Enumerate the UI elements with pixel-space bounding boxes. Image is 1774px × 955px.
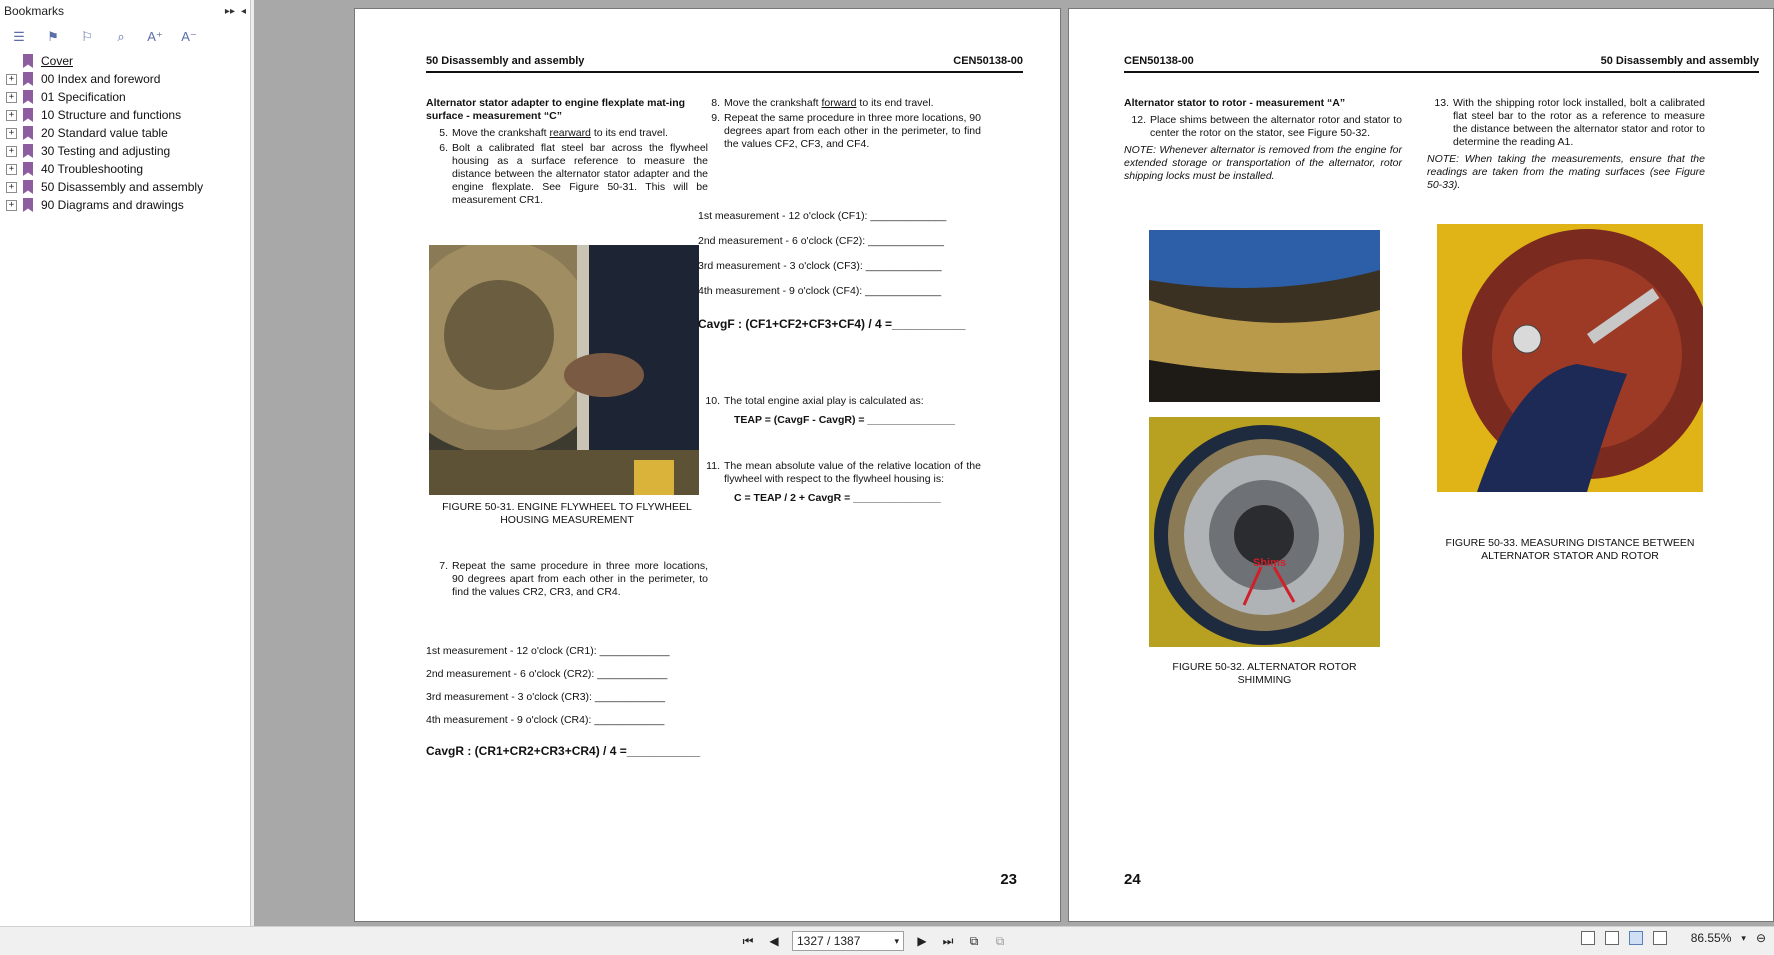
figure-50-33-photo (1437, 224, 1703, 492)
status-bar (0, 926, 1774, 955)
note-shipping-locks: NOTE: Whenever alternator is removed from the engine for extended storage or transportation of the alternator, rotor shipping locks must be installed. (1124, 144, 1402, 182)
bookmark-item[interactable] (6, 70, 250, 88)
section-title: Alternator stator to rotor - measurement “A” (1124, 97, 1346, 109)
expand-toggle-icon[interactable]: + (6, 182, 17, 193)
tree-spacer (6, 56, 17, 67)
chevron-down-icon[interactable]: ▾ (894, 935, 899, 946)
expand-toggle-icon[interactable]: + (6, 110, 17, 121)
bookmarks-panel (0, 0, 251, 926)
page-23 (354, 8, 1061, 922)
zoom-out-icon[interactable]: ⊖ (1755, 931, 1766, 945)
step-7-block (426, 560, 708, 601)
expand-panel-icon[interactable]: ▸▸ (224, 5, 235, 17)
bookmark-label[interactable]: 50 Disassembly and assembly (41, 180, 204, 194)
previous-page-icon[interactable]: ◀ (769, 934, 779, 948)
step-12: 12. Place shims between the alternator rotor and stator to center the rotor on the stator, see Figure 50-32. (1131, 114, 1402, 139)
bookmark-label[interactable]: 40 Troubleshooting (41, 162, 144, 176)
step-10: 10. The total engine axial play is calculated as: (705, 395, 924, 407)
font-decrease-icon[interactable]: A⁻ (181, 29, 197, 44)
bookmark-add-icon[interactable]: ⚐ (81, 29, 93, 44)
bookmark-label[interactable]: 10 Structure and functions (41, 108, 182, 122)
measurement-r2: 2nd measurement - 6 o'clock (CR2): ____________ (426, 668, 668, 680)
bookmark-item[interactable] (6, 178, 250, 196)
c-formula: C = TEAP / 2 + CavgR = _______________ (734, 492, 941, 504)
left-column (426, 97, 708, 209)
step-9: 9. Repeat the same procedure in three more locations, 90 degrees apart from each other in the perimeter, to find the values CF2, CF3, and CF4. (711, 112, 981, 150)
formula-cavgf: CavgF : (CF1+CF2+CF3+CF4) / 4 =___________ (698, 317, 966, 331)
measurement-f1: 1st measurement - 12 o'clock (CF1): _____________ (698, 210, 947, 222)
figure-50-32-bottom-photo (1149, 417, 1380, 647)
bookmarks-toolbar (0, 22, 250, 52)
last-page-icon[interactable]: ⏭ (942, 933, 954, 948)
expand-toggle-icon[interactable]: + (6, 164, 17, 175)
bookmark-label[interactable]: 90 Diagrams and drawings (41, 198, 184, 212)
bookmark-item[interactable] (6, 88, 250, 106)
measurement-f3: 3rd measurement - 3 o'clock (CF3): _____________ (698, 260, 942, 272)
right-column (1427, 97, 1705, 196)
bookmark-label[interactable]: Cover (41, 54, 74, 68)
zoom-level[interactable]: 86.55% (1690, 931, 1732, 945)
measurements-r (426, 645, 708, 758)
bookmark-icon (23, 90, 33, 104)
list-options-icon[interactable]: ☰ (13, 29, 25, 44)
left-column (1124, 97, 1402, 187)
bookmark-item[interactable] (6, 124, 250, 142)
bookmark-find-icon[interactable]: ⌕ (117, 29, 125, 44)
font-increase-icon[interactable]: A⁺ (147, 29, 163, 44)
note-mating-surfaces: NOTE: When taking the measurements, ensure that the readings are taken from the mating surfaces (see Figure 50-33). (1427, 153, 1705, 191)
step-11: 11. The mean absolute value of the relative location of the flywheel with respect to the flywheel housing is: (706, 460, 981, 485)
bookmark-label[interactable]: 00 Index and foreword (41, 72, 161, 86)
bookmarks-title: Bookmarks (4, 4, 65, 18)
figure-50-32-caption: FIGURE 50-32. ALTERNATOR ROTOR SHIMMING (1172, 661, 1357, 686)
right-column (698, 97, 981, 153)
figure-50-31-photo (429, 245, 699, 495)
step-13: 13. With the shipping rotor lock installed, bolt a calibrated flat steel bar to the rotor as a reference to measure the distance between the alternator stator and rotor to determine the reading A1. (1434, 97, 1705, 148)
single-page-view-icon[interactable] (1581, 931, 1595, 945)
measurement-f4: 4th measurement - 9 o'clock (CF4): _____________ (698, 285, 942, 297)
collapse-panel-icon[interactable]: ◂ (240, 5, 246, 17)
figure-50-33-caption: FIGURE 50-33. MEASURING DISTANCE BETWEEN ALTERNATOR STATOR AND ROTOR (1445, 537, 1695, 562)
document-viewport[interactable] (254, 0, 1774, 926)
bookmark-icon (23, 180, 33, 194)
page-number: 24 (1124, 871, 1141, 888)
expand-toggle-icon[interactable]: + (6, 146, 17, 157)
page-number-input[interactable]: 1327 / 1387 ▾ (792, 931, 904, 951)
bookmark-icon (23, 54, 33, 68)
figure-50-32-top-photo (1149, 230, 1380, 402)
expand-toggle-icon[interactable]: + (6, 92, 17, 103)
bookmark-label[interactable]: 20 Standard value table (41, 126, 168, 140)
measurement-f2: 2nd measurement - 6 o'clock (CF2): _____________ (698, 235, 944, 247)
bookmark-icon (23, 162, 33, 176)
expand-toggle-icon[interactable]: + (6, 74, 17, 85)
bookmark-item[interactable] (6, 106, 250, 124)
bookmark-item[interactable] (6, 160, 250, 178)
page-header-left: 50 Disassembly and assembly (426, 55, 585, 67)
measurement-r1: 1st measurement - 12 o'clock (CR1): ____________ (426, 645, 670, 657)
teap-formula: TEAP = (CavgF - CavgR) = _______________ (734, 414, 956, 426)
section-title: Alternator stator adapter to engine flexplate mat-ing surface - measurement “C” (426, 97, 686, 122)
bookmark-label[interactable]: 30 Testing and adjusting (41, 144, 171, 158)
next-page-icon[interactable]: ▶ (917, 934, 927, 948)
next-view-icon[interactable]: ⧉ (995, 933, 1005, 948)
bookmark-item[interactable] (6, 196, 250, 214)
page-header-left: CEN50138-00 (1124, 55, 1194, 67)
facing-view-icon[interactable] (1629, 931, 1643, 945)
page-header-right: 50 Disassembly and assembly (1600, 55, 1759, 67)
bookmark-item[interactable] (6, 142, 250, 160)
bookmark-icon (23, 108, 33, 122)
step-6: 6. Bolt a calibrated flat steel bar across the flywheel housing as a surface reference to measure the distance between the alternator stator adapter and the engine flexplate. See Figure 50-31. This will be measurement CR1. (439, 142, 708, 206)
expand-toggle-icon[interactable]: + (6, 200, 17, 211)
page-header-right: CEN50138-00 (953, 55, 1023, 67)
bookmarks-header (0, 0, 250, 22)
page-24 (1068, 8, 1774, 922)
measurement-r3: 3rd measurement - 3 o'clock (CR3): ____________ (426, 691, 665, 703)
header-rule (1124, 71, 1759, 73)
view-controls (1581, 931, 1766, 945)
bookmark-tree (0, 52, 250, 214)
page-number: 23 (1000, 871, 1017, 888)
bookmark-icon (23, 126, 33, 140)
bookmark-icon (23, 144, 33, 158)
bookmark-icon (23, 198, 33, 212)
formula-cavgr: CavgR : (CR1+CR2+CR3+CR4) / 4 =___________ (426, 744, 701, 758)
expand-toggle-icon[interactable]: + (6, 128, 17, 139)
previous-view-icon[interactable]: ⧉ (969, 933, 979, 948)
measurements-f (698, 210, 981, 331)
figure-50-31-caption: FIGURE 50-31. ENGINE FLYWHEEL TO FLYWHEEL HOUSING MEASUREMENT (442, 501, 692, 526)
step-10-block (698, 395, 981, 427)
page-navigation (740, 931, 1008, 951)
header-rule (426, 71, 1023, 73)
bookmark-label[interactable]: 01 Specification (41, 90, 126, 104)
bookmark-item[interactable] (6, 52, 250, 70)
bookmark-icon (23, 72, 33, 86)
step-7: 7. Repeat the same procedure in three more locations, 90 degrees apart from each other in the perimeter, to find the values CR2, CR3, and CR4. (439, 560, 708, 598)
step-11-block (698, 460, 981, 505)
step-5: 5. Move the crankshaft rearward to its end travel. (439, 127, 668, 139)
step-8: 8. Move the crankshaft forward to its end travel. (711, 97, 934, 109)
shims-label: Shims (1253, 557, 1287, 569)
measurement-r4: 4th measurement - 9 o'clock (CR4): ____________ (426, 714, 665, 726)
continuous-view-icon[interactable] (1605, 931, 1619, 945)
zoom-dropdown-icon[interactable]: ▾ (1741, 932, 1746, 943)
first-page-icon[interactable]: ⏮ (742, 933, 754, 948)
bookmark-expand-icon[interactable]: ⚑ (47, 29, 59, 44)
continuous-facing-view-icon[interactable] (1653, 931, 1667, 945)
